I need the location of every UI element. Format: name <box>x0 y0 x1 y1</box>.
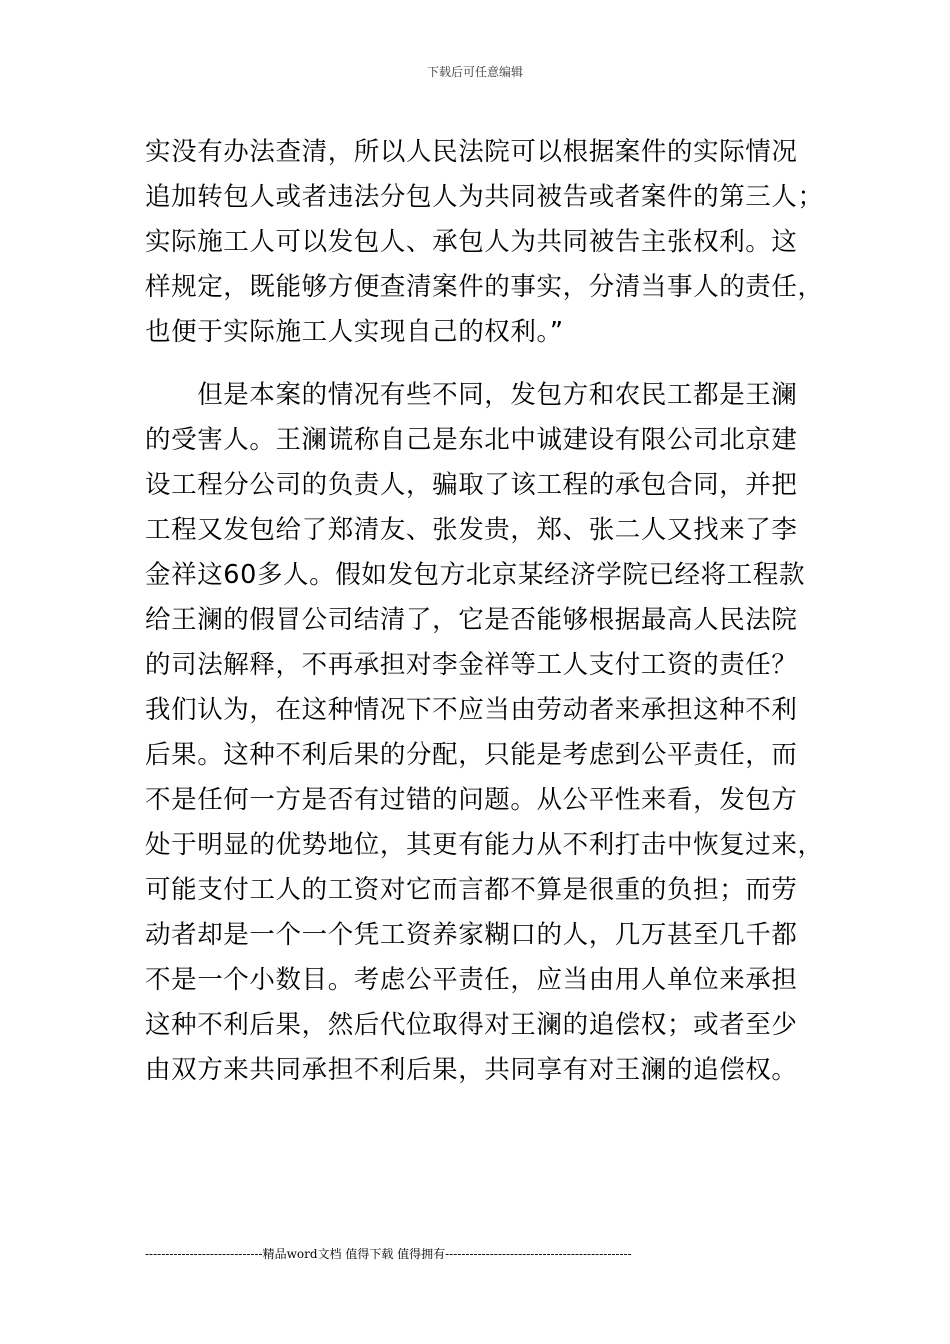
text-line: 动者却是一个一个凭工资养家糊口的人，几万甚至几千都 <box>145 920 798 950</box>
text-line: 也便于实际施工人实现自己的权利。” <box>145 317 564 347</box>
text-line: 我们认为，在这种情况下不应当由劳动者来承担这种不利 <box>145 695 798 725</box>
text-line: 样规定，既能够方便查清案件的事实，分清当事人的责任， <box>145 272 824 302</box>
paragraph-1 <box>145 130 824 355</box>
text-line: 实际施工人可以发包人、承包人为共同被告主张权利。这 <box>145 227 798 257</box>
text-line: 实没有办法查清，所以人民法院可以根据案件的实际情况 <box>145 137 798 167</box>
text-line: 工程又发包给了郑清友、张发贵，郑、张二人又找来了李 <box>145 515 798 545</box>
text-line: 给王澜的假冒公司结清了，它是否能够根据最高人民法院 <box>145 605 798 635</box>
text-line: 由双方来共同承担不利后果，共同享有对王澜的追偿权。 <box>145 1055 798 1085</box>
text-line: 不是任何一方是否有过错的问题。从公平性来看，发包方 <box>145 785 798 815</box>
text-line: 这种不利后果，然后代位取得对王澜的追偿权；或者至少 <box>145 1010 798 1040</box>
paragraph-2 <box>145 373 824 1093</box>
text-line: 的受害人。王澜谎称自己是东北中诚建设有限公司北京建 <box>145 425 798 455</box>
text-line: 设工程分公司的负责人，骗取了该工程的承包合同，并把 <box>145 470 798 500</box>
text-line: 处于明显的优势地位，其更有能力从不利打击中恢复过来， <box>145 830 824 860</box>
text-line: 追加转包人或者违法分包人为共同被告或者案件的第三人； <box>145 182 824 212</box>
text-line: 的司法解释，不再承担对李金祥等工人支付工资的责任？ <box>145 650 798 680</box>
paragraph-gap <box>145 355 810 373</box>
text-line: 后果。这种不利后果的分配，只能是考虑到公平责任，而 <box>145 740 798 770</box>
text-line: 可能支付工人的工资对它而言都不算是很重的负担；而劳 <box>145 875 798 905</box>
document-body <box>145 130 824 1093</box>
text-line: 但是本案的情况有些不同，发包方和农民工都是王澜 <box>145 380 798 410</box>
page-footer: -----------------------------精品word文档 值得下载 值得拥有---------------------------------------------- <box>145 1247 632 1261</box>
text-line: 金祥这60多人。假如发包方北京某经济学院已经将工程款 <box>145 560 806 590</box>
text-line: 不是一个小数目。考虑公平责任，应当由用人单位来承担 <box>145 965 798 995</box>
page-header: 下载后可任意编辑 <box>426 65 523 79</box>
